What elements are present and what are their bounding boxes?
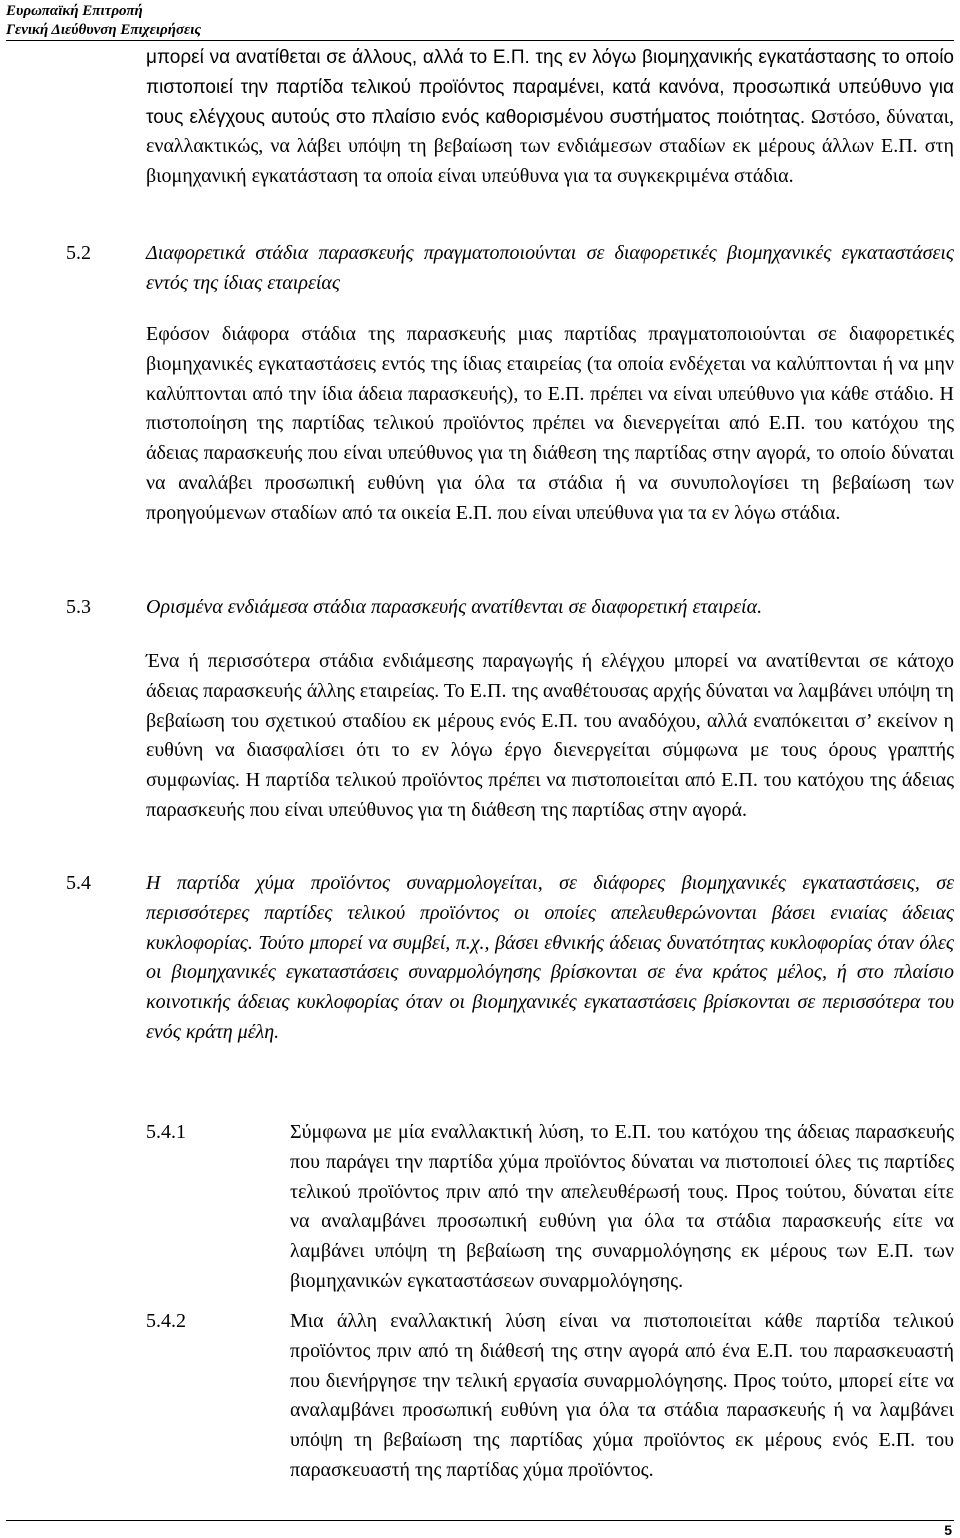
section-5-3-body: Ένα ή περισσότερα στάδια ενδιάμεσης παραγωγής ή ελέγχου μπορεί να ανατίθενται σε κάτοχο άδειας παρασκευής άλλης εταιρείας. Το Ε.Π. της αναθέτουσας αρχής δύναται να λαμβάνει υπόψη τη βεβαίωση του σχετικού σταδίου εκ μέρους ενός Ε.Π. του αναδόχου, αλλά εναπόκειται σ’ εκείνον η ευθύνη να διασφαλίσει ότι το εν λόγω έργο διενεργείται σύμφωνα με τους όρους γραπτής συμφωνίας. Η παρτίδα τελικού προϊόντος πρέπει να πιστοποιείται από Ε.Π. του κατόχου της άδειας παρασκευής που είναι υπεύθυνος για τη διάθεση της παρτίδας στην αγορά. [146, 650, 954, 821]
section-5-4-1-body: Σύμφωνα με μία εναλλακτική λύση, το Ε.Π. του κατόχου της άδειας παρασκευής που παράγει την παρτίδα χύμα προϊόντος δύναται να πιστοποιεί όλες τις παρτίδες τελικού προϊόντος πριν από την απελευθέρωσή τους. Προς τούτου, δύναται είτε να αναλαμβάνει προσωπική ευθύνη για όλα τα στάδια παρασκευής είτε να λαμβάνει υπόψη τη βεβαίωση της συναρμολόγησης εκ μέρους των Ε.Π. των βιομηχανικών εγκαταστάσεων συναρμολόγησης. [290, 1121, 954, 1292]
intro-paragraph [146, 43, 954, 192]
header-directorate: Γενική Διεύθυνση Επιχειρήσεις [6, 22, 202, 38]
section-5-4-1-number: 5.4.1 [146, 1121, 186, 1143]
section-5-2-number: 5.2 [66, 242, 91, 264]
section-5-4-2-body: Μια άλλη εναλλακτική λύση είναι να πιστοποιείται κάθε παρτίδα τελικού προϊόντος πριν από τη διάθεσή της στην αγορά από ένα Ε.Π. του παρασκευαστή που διενήργησε την τελική εργασία συναρμολόγησης. Προς τούτο, μπορεί είτε να αναλαμβάνει προσωπική ευθύνη για όλα τα στάδια παρασκευής ή να λαμβάνει υπόψη τη βεβαίωση της παρτίδας χύμα προϊόντος εκ μέρους ενός Ε.Π. του παρασκευαστή της παρτίδας χύμα προϊόντος. [290, 1310, 954, 1481]
section-5-4-2-number: 5.4.2 [146, 1310, 186, 1332]
intro-text-serif: Ωστόσο, δύναται, εναλλακτικώς, να λάβει υπόψη τη βεβαίωση των ενδιάμεσων σταδίων εκ μέρους άλλων Ε.Π. στη βιομηχανική εγκατάσταση τα οποία είναι υπεύθυνα για τα συγκεκριμένα στάδια. [146, 105, 954, 188]
section-5-4-title: Η παρτίδα χύμα προϊόντος συναρμολογείται, σε διάφορες βιομηχανικές εγκαταστάσεις, σε περισσότερες παρτίδες τελικού προϊόντος οι οποίες απελευθερώνονται βάσει ενιαίας άδειας κυκλοφορίας. Τούτο μπορεί να συμβεί, π.χ., βάσει εθνικής άδειας δυνατότητας κυκλοφορίας όταν όλες οι βιομηχανικές εγκαταστάσεις συναρμολόγησης βρίσκονται σε ένα κράτος μέλος, ή στο πλαίσιο κοινοτικής άδειας κυκλοφορίας όταν οι βιομηχανικές εγκαταστάσεις βρίσκονται σε περισσότερα του ενός κράτη μέλη. [146, 872, 954, 1043]
header-divider [6, 40, 954, 41]
page-number: 5 [944, 1522, 952, 1538]
section-5-2-title: Διαφορετικά στάδια παρασκευής πραγματοποιούνται σε διαφορετικές βιομηχανικές εγκαταστάσεις εντός της ίδιας εταιρείας [146, 242, 954, 294]
intro-text-sans: μπορεί να ανατίθεται σε άλλους, αλλά το Ε.Π. της εν λόγω βιομηχανικής εγκατάστασης το οποίο πιστοποιεί την παρτίδα τελικού προϊόντος παραμένει, κατά κανόνα, προσωπικά υπεύθυνο για τους ελέγχους αυτούς στο πλαίσιο ενός καθορισμένου συστήματος ποιότητας. [146, 47, 954, 128]
section-5-3-title: Ορισμένα ενδιάμεσα στάδια παρασκευής ανατίθενται σε διαφορετική εταιρεία. [146, 596, 763, 618]
header-organisation: Ευρωπαϊκή Επιτροπή [6, 3, 143, 19]
section-5-4-number: 5.4 [66, 872, 91, 894]
section-5-2-body: Εφόσον διάφορα στάδια της παρασκευής μιας παρτίδας πραγματοποιούνται σε διαφορετικές βιομηχανικές εγκαταστάσεις εντός της ίδιας εταιρείας (τα οποία ενδέχεται να καλύπτονται ή να μην καλύπτονται από την ίδια άδεια παρασκευής), το Ε.Π. πρέπει να είναι υπεύθυνο για κάθε στάδιο. Η πιστοποίηση της παρτίδας τελικού προϊόντος πρέπει να διενεργείται από Ε.Π. του κατόχου της άδειας παρασκευής που είναι υπεύθυνος για τη διάθεση της παρτίδας στην αγορά, το οποίο δύναται να αναλάβει προσωπική ευθύνη για όλα τα στάδια ή να συνυπολογίσει τη βεβαίωση των προηγούμενων σταδίων από τα οικεία Ε.Π. που είναι υπεύθυνα για τα εν λόγω στάδια. [146, 323, 954, 524]
footer-divider [6, 1520, 954, 1521]
section-5-3-number: 5.3 [66, 596, 91, 618]
document-header [6, 2, 201, 40]
